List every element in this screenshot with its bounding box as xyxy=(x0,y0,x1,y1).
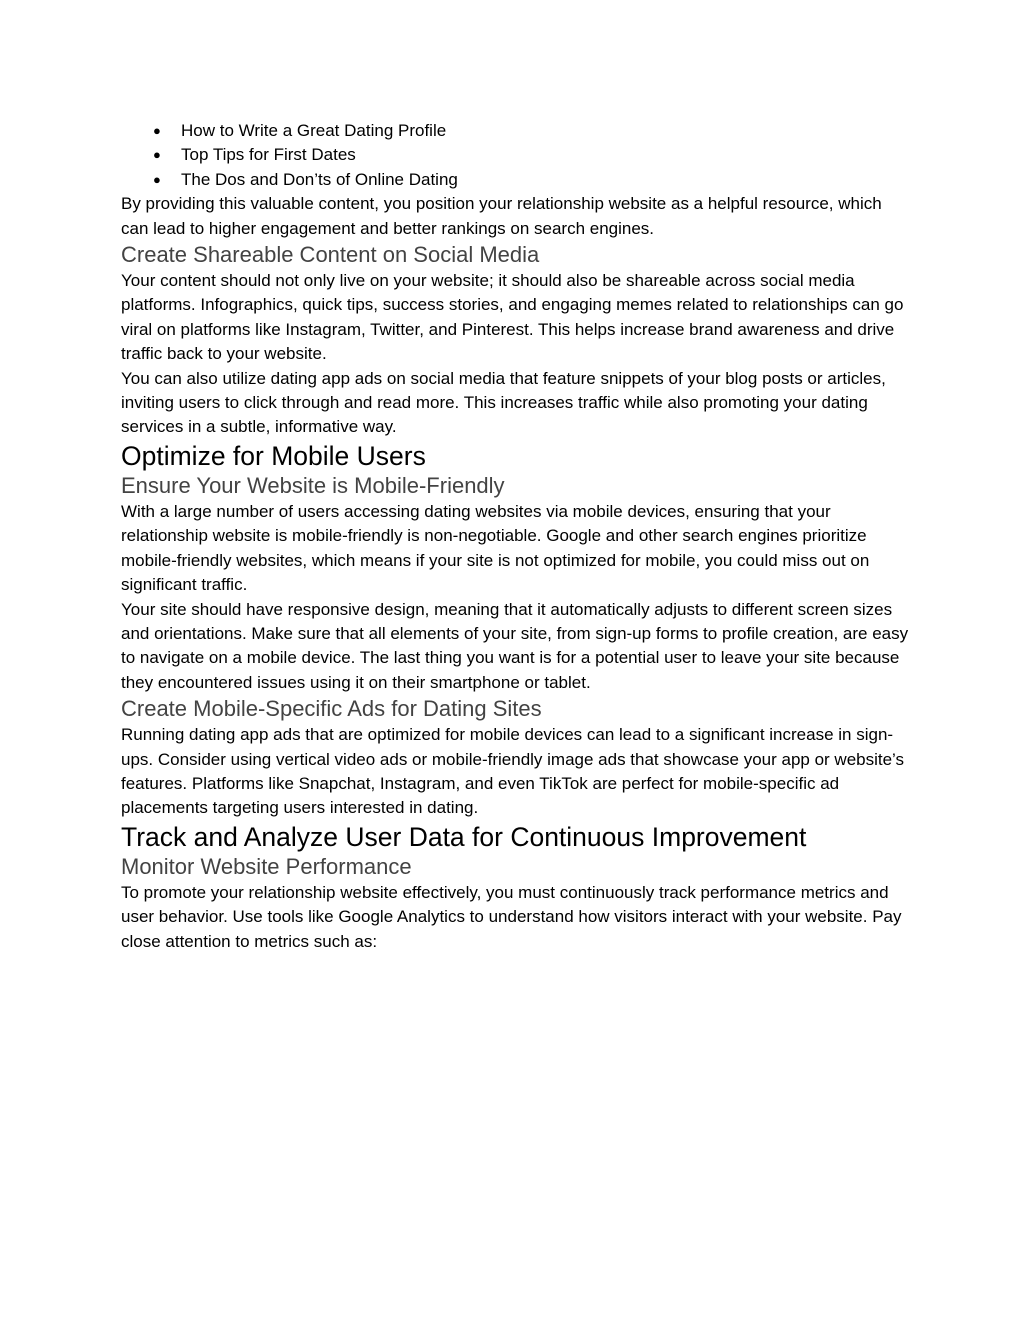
list-item-text: How to Write a Great Dating Profile xyxy=(181,121,447,140)
bullet-icon: ● xyxy=(153,171,161,187)
list-item-text: The Dos and Don’ts of Online Dating xyxy=(181,169,458,189)
social-media-paragraph-2: You can also utilize dating app ads on social media that feature snippets of your blog posts or articles, inviting users to click through and read more. This increases traffic while also promoting your dating services in a subtle, informative way. xyxy=(121,368,886,437)
bullet-icon: ● xyxy=(153,147,161,163)
intro-paragraph: By providing this valuable content, you position your relationship website as a helpful resource, which can lead to higher engagement and better rankings on search engines. xyxy=(121,194,882,238)
list-item xyxy=(121,168,911,192)
monitor-performance-heading: Monitor Website Performance xyxy=(121,853,412,879)
track-section-title: Track and Analyze User Data for Continuous Improvement xyxy=(121,821,807,852)
monitor-performance-paragraph: To promote your relationship website effectively, you must continuously track performance metrics and user behavior. Use tools like Google Analytics to understand how visitors interact with your website. Pay close attention to metrics such as: xyxy=(121,882,902,951)
list-item xyxy=(121,119,911,143)
mobile-section-title: Optimize for Mobile Users xyxy=(121,440,426,471)
list-item xyxy=(121,143,911,167)
mobile-ads-paragraph: Running dating app ads that are optimized for mobile devices can lead to a significant increase in sign-ups. Consider using vertical video ads or mobile-friendly image ads that showcase your app or website’s features. Platforms like Snapchat, Instagram, and even TikTok are perfect for mobile-specific ad placements targeting users interested in dating. xyxy=(121,725,905,818)
bullet-list xyxy=(121,119,911,192)
mobile-friendly-heading: Ensure Your Website is Mobile-Friendly xyxy=(121,472,505,498)
mobile-ads-heading: Create Mobile-Specific Ads for Dating Sites xyxy=(121,696,542,722)
mobile-friendly-paragraph-2: Your site should have responsive design, meaning that it automatically adjusts to different screen sizes and orientations. Make sure that all elements of your site, from sign-up forms to profile creation, are easy to navigate on a mobile device. The last thing you want is for a potential user to leave your site because they encountered issues using it on their smartphone or tablet. xyxy=(121,599,909,692)
social-media-paragraph-1: Your content should not only live on your website; it should also be shareable across social media platforms. Infographics, quick tips, success stories, and engaging memes related to relationships can go viral on platforms like Instagram, Twitter, and Pinterest. This helps increase brand awareness and drive traffic back to your website. xyxy=(121,271,904,364)
document-page xyxy=(121,119,911,954)
list-item-text: Top Tips for First Dates xyxy=(181,145,356,165)
mobile-friendly-paragraph-1: With a large number of users accessing dating websites via mobile devices, ensuring that your relationship website is mobile-friendly is non-negotiable. Google and other search engines prioritize mobile-friendly websites, which means if your site is not optimized for mobile, you could miss out on significant traffic. xyxy=(121,501,870,595)
bullet-icon: ● xyxy=(153,123,161,138)
social-media-heading: Create Shareable Content on Social Media xyxy=(121,242,540,268)
